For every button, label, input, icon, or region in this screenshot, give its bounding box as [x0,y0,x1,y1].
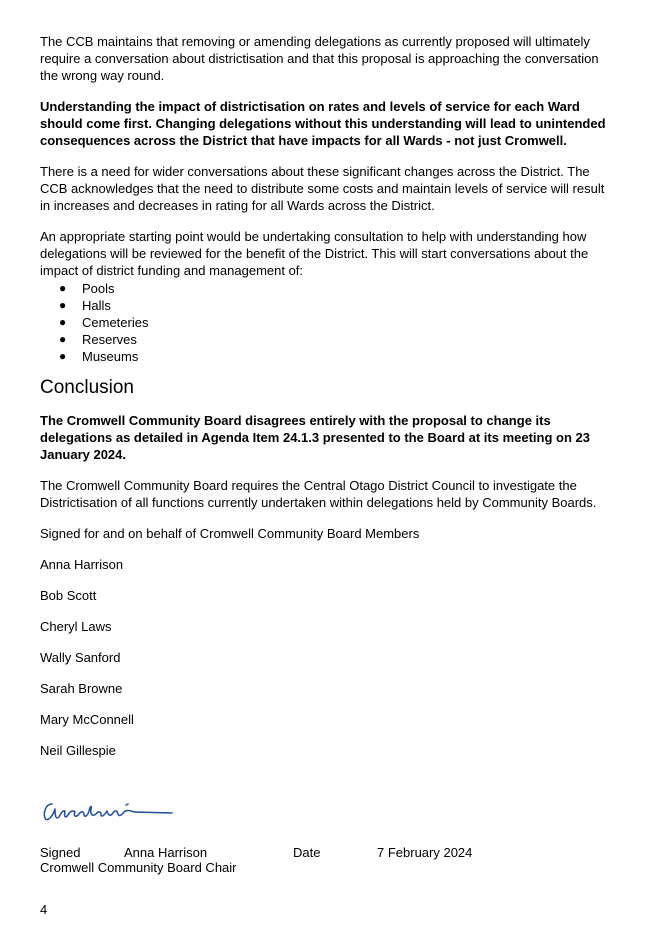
signer-title: Cromwell Community Board Chair [40,860,237,875]
paragraph-consultation: An appropriate starting point would be undertaking consultation to help with understanding how delegations will be reviewed for the benefit of the District. This will start conversations about the impact of district funding and management of: [40,229,589,278]
signed-for-line: Signed for and on behalf of Cromwell Community Board Members [40,526,420,541]
member-name: Wally Sanford [40,650,121,665]
member-name: Sarah Browne [40,681,123,696]
date-value: 7 February 2024 [377,845,473,860]
document-page [40,33,610,773]
conclusion-requirement: The Cromwell Community Board requires the Central Otago District Council to investigate the Districtisation of all functions currently undertaken within delegations held by Community Boards. [40,478,597,510]
handwritten-signature-image [40,796,175,826]
member-list [40,556,610,759]
member-name: Bob Scott [40,588,97,603]
list-item: ● Cemeteries [59,315,149,330]
paragraph-impact-understanding: Understanding the impact of districtisation on rates and levels of service for each Ward should come first. Changing delegations without this understanding will lead to unintended consequences across the District that have impacts for all Wards - not just Cromwell. [40,99,606,148]
member-name: Neil Gillespie [40,743,116,758]
paragraph-districtisation: The CCB maintains that removing or amending delegations as currently proposed will ultimately require a conversation about districtisation and that this proposal is approaching the conversation the wrong way round. [40,34,599,83]
bullet-icon: ● [59,281,67,295]
date-label: Date [293,845,321,860]
signer-name: Anna Harrison [124,845,208,860]
conclusion-heading: Conclusion [40,377,134,398]
member-name: Mary McConnell [40,712,134,727]
member-name: Cheryl Laws [40,619,112,634]
page-number: 4 [40,902,48,917]
bullet-icon: ● [59,298,67,312]
bullet-icon: ● [59,315,67,329]
conclusion-statement: The Cromwell Community Board disagrees entirely with the proposal to change its delegations as detailed in Agenda Item 24.1.3 presented to the Board at its meeting on 23 January 2024. [40,413,590,462]
member-name: Anna Harrison [40,557,124,572]
list-item: ● Reserves [59,332,137,347]
paragraph-wider-conversations: There is a need for wider conversations about these significant changes across the District. The CCB acknowledges that the need to distribute some costs and maintain levels of service will result in increases and decreases in rating for all Wards across the District. [40,164,605,213]
list-item: ● Museums [59,349,139,364]
bullet-icon: ● [59,349,67,363]
list-item: ● Pools [59,281,115,296]
list-item: ● Halls [59,298,111,313]
signed-label: Signed [40,845,81,860]
facility-list [40,280,610,365]
bullet-icon: ● [59,332,67,346]
